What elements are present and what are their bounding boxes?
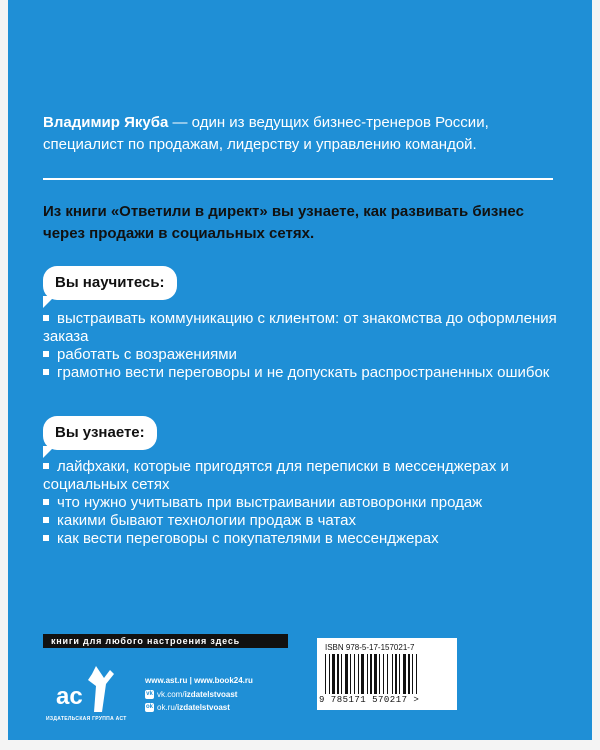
barcode-bars [323, 654, 451, 694]
publisher-name: ИЗДАТЕЛЬСКАЯ ГРУППА АСТ [46, 716, 127, 722]
author-name: Владимир Якуба [43, 114, 169, 131]
divider-line [43, 178, 553, 180]
barcode-number: 9 785171 570217 > [319, 695, 420, 705]
author-bio [43, 112, 563, 156]
vk-link[interactable]: vk vk.com/izdatelstvoast [146, 690, 238, 699]
bullet-square-icon [43, 351, 49, 357]
list-item: какими бывают технологии продаж в чатах [43, 512, 573, 530]
bullet-square-icon [43, 369, 49, 375]
barcode [317, 638, 457, 710]
ok-icon: ok [145, 704, 153, 711]
tagline-banner: книги для любого настроения здесь [43, 634, 288, 648]
section-title-know: Вы узнаете: [43, 416, 157, 450]
bullet-square-icon [43, 463, 49, 469]
book-back-cover [8, 0, 592, 740]
author-description: — один из ведущих бизнес-тренеров России, специалист по продажам, лидерству и управлению командой. [43, 114, 489, 153]
bullet-square-icon [43, 517, 49, 523]
list-item: что нужно учитывать при выстраивании автоворонки продаж [43, 494, 573, 512]
bullet-square-icon [43, 315, 49, 321]
list-item: как вести переговоры с покупателями в мессенджерах [43, 530, 573, 548]
learn-list [43, 310, 573, 382]
section-title-learn: Вы научитесь: [43, 266, 177, 300]
list-item: выстраивать коммуникацию с клиентом: от знакомства до оформления заказа [43, 310, 557, 345]
vk-icon: vk [146, 691, 153, 698]
website-links[interactable]: www.ast.ru | www.book24.ru [145, 676, 253, 685]
ok-link[interactable]: ok ok.ru/izdatelstvoast [145, 703, 230, 712]
list-item: грамотно вести переговоры и не допускать распространенных ошибок [43, 364, 573, 382]
bullet-square-icon [43, 535, 49, 541]
bullet-square-icon [43, 499, 49, 505]
isbn-text: ISBN 978-5-17-157021-7 [325, 643, 415, 652]
list-item: лайфхаки, которые пригодятся для переписки в мессенджерах и социальных сетях [43, 458, 509, 493]
intro-text: Из книги «Ответили в директ» вы узнаете, как развивать бизнес через продажи в социальных сетях. [43, 203, 524, 242]
logo-text: ac [56, 683, 83, 710]
know-list [43, 458, 573, 548]
ast-logo [52, 660, 122, 720]
list-item: работать с возражениями [43, 346, 573, 364]
